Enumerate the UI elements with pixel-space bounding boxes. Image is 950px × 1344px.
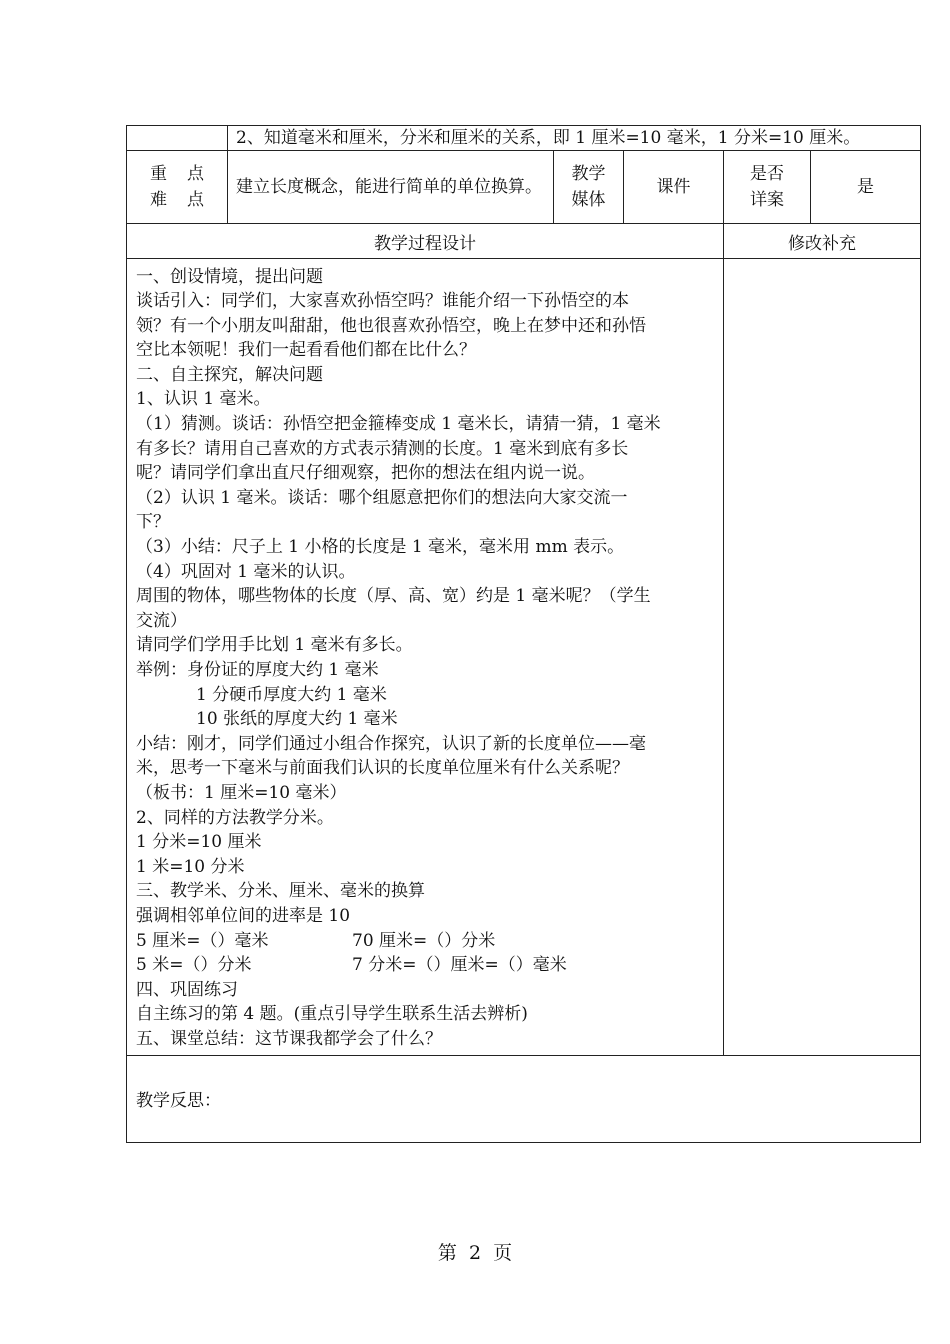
process-line: 强调相邻单位间的进率是 10: [136, 905, 351, 926]
process-line: 有多长？请用自己喜欢的方式表示猜测的长度。1 毫米到底有多长: [136, 438, 629, 459]
example-line: 1 分硬币厚度大约 1 毫米: [196, 684, 387, 705]
page-number: 第 2 页: [437, 1242, 513, 1264]
detailed-value-cell: [811, 151, 921, 224]
process-line: 四、巩固练习: [136, 979, 238, 1000]
process-line: （4）巩固对 1 毫米的认识。: [136, 561, 356, 582]
process-line: 2、同样的方法教学分米。: [136, 807, 334, 828]
process-body: [127, 263, 723, 1052]
detailed-label-line1: 是否: [750, 164, 784, 184]
process-line: （3）小结：尺子上 1 小格的长度是 1 毫米，毫米用 mm 表示。: [136, 537, 625, 558]
knowledge-goal-cell: [228, 126, 921, 151]
revision-cell: [724, 259, 921, 1056]
process-row: [127, 259, 921, 1056]
example-line: 10 张纸的厚度大约 1 毫米: [196, 709, 398, 730]
keypoint-label-line1: 重点: [150, 164, 224, 184]
process-line: 空比本领呢！我们一起看看他们都在比什么？: [136, 340, 476, 361]
process-line: 小结：刚才，同学们通过小组合作探究，认识了新的长度单位——毫: [136, 733, 646, 754]
keypoint-content: 建立长度概念，能进行简单的单位换算。: [236, 177, 542, 197]
revision-header-cell: [724, 224, 921, 259]
exercise-item: 5 米=（）分米: [136, 955, 252, 976]
process-line: 自主练习的第 4 题。(重点引导学生联系生活去辨析): [136, 1004, 528, 1025]
process-line: 举例：身份证的厚度大约 1 毫米: [136, 660, 379, 680]
process-line: 下？: [136, 512, 170, 533]
keypoint-label-line2: 难点: [150, 190, 224, 210]
lesson-plan-table: [126, 125, 921, 1143]
process-line: 呢？请同学们拿出直尺仔细观察，把你的想法在组内说一说。: [136, 463, 595, 484]
process-line: 请同学们学用手比划 1 毫米有多长。: [136, 635, 413, 656]
process-line: 米，思考一下毫米与前面我们认识的长度单位厘米有什么关系呢？: [136, 758, 629, 779]
exercise-item: 70 厘米=（）分米: [352, 930, 496, 951]
media-value: 课件: [656, 177, 691, 197]
process-line: 1、认识 1 毫米。: [136, 389, 271, 410]
process-line: （板书：1 厘米=10 毫米）: [136, 782, 347, 803]
exercise-item: 5 厘米=（）毫米: [136, 930, 269, 951]
process-line: 周围的物体，哪些物体的长度（厚、高、宽）约是 1 毫米呢？（学生: [136, 586, 651, 607]
media-value-cell: [624, 151, 724, 224]
keypoint-label-cell: [127, 151, 228, 224]
process-line: 1 分米=10 厘米: [136, 832, 262, 853]
media-label-line1: 教学: [571, 164, 606, 184]
media-label-line2: 媒体: [571, 190, 606, 210]
media-label-cell: [554, 151, 624, 224]
exercise-row-2: [136, 953, 717, 978]
process-line: 五、课堂总结：这节课我都学会了什么？: [136, 1028, 442, 1049]
process-header-cell: [127, 224, 724, 259]
process-line: 1 米=10 分米: [136, 856, 245, 877]
process-line: 领？有一个小朋友叫甜甜，他也很喜欢孙悟空，晚上在梦中还和孙悟: [136, 315, 646, 336]
exercise-item: 7 分米=（）厘米=（）毫米: [352, 955, 567, 976]
process-line: 谈话引入：同学们，大家喜欢孙悟空吗？谁能介绍一下孙悟空的本: [136, 291, 629, 312]
knowledge-goal-row: [127, 126, 921, 151]
exercise-row-1: [136, 929, 717, 954]
detailed-value: 是: [857, 177, 874, 197]
reflection-label: 教学反思：: [136, 1091, 221, 1111]
process-line: （1）猜测。谈话：孙悟空把金箍棒变成 1 毫米长，请猜一猜，1 毫米: [136, 414, 661, 435]
detailed-label-line2: 详案: [750, 190, 784, 210]
process-line: 三、教学米、分米、厘米、毫米的换算: [136, 881, 425, 902]
revision-header: 修改补充: [788, 233, 856, 254]
reflection-row: [127, 1056, 921, 1143]
process-cell: [127, 259, 724, 1056]
process-header: 教学过程设计: [374, 233, 476, 254]
detailed-label-cell: [724, 151, 811, 224]
process-line: （2）认识 1 毫米。谈话：哪个组愿意把你们的想法向大家交流一: [136, 487, 628, 508]
keypoint-content-cell: [228, 151, 554, 224]
process-line: 二、自主探究，解决问题: [136, 364, 323, 385]
process-header-row: [127, 224, 921, 259]
keypoint-row: [127, 151, 921, 224]
knowledge-goal-text: 2、知道毫米和厘米，分米和厘米的关系，即 1 厘米=10 毫米，1 分米=10 厘米。: [236, 128, 861, 148]
empty-label-cell: [127, 126, 228, 151]
process-line: 一、创设情境，提出问题: [136, 266, 323, 287]
reflection-cell: [127, 1056, 921, 1143]
process-line: 交流）: [136, 610, 187, 631]
